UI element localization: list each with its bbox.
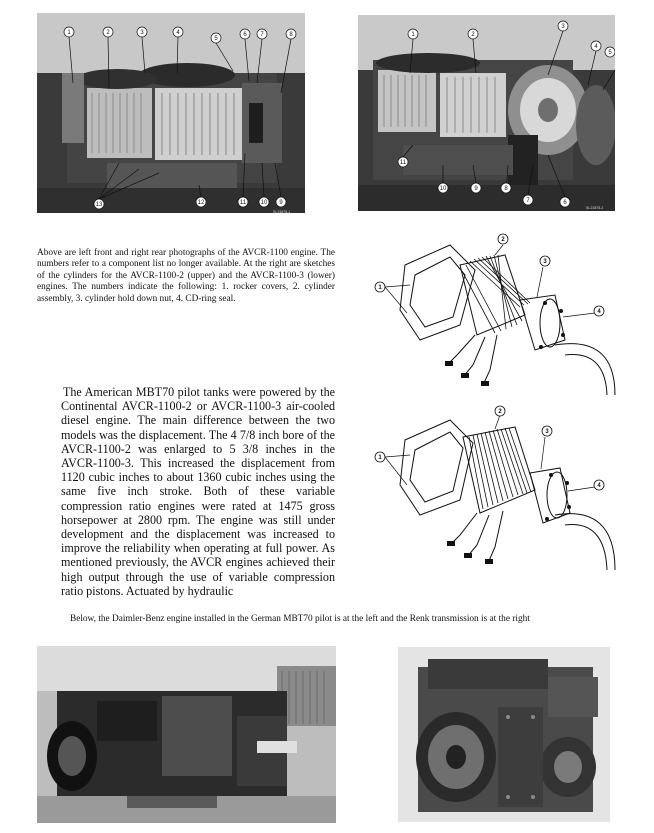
renk-transmission-photo bbox=[398, 647, 610, 822]
callout-label: 7 bbox=[526, 198, 530, 204]
callout-label: 10 bbox=[439, 186, 447, 192]
cylinder-sketch-upper bbox=[365, 225, 617, 405]
callout-label: 4 bbox=[176, 30, 180, 36]
cylinder-sketch-lower bbox=[365, 405, 617, 585]
callout-label: 11 bbox=[239, 200, 247, 206]
callout-label: 1 bbox=[378, 455, 382, 461]
callout-label: 6 bbox=[243, 32, 247, 38]
callout-label: 8 bbox=[504, 186, 508, 192]
callout-label: 2 bbox=[471, 32, 475, 38]
engine-photo-left-front bbox=[37, 13, 305, 213]
callout-label: 9 bbox=[474, 186, 478, 192]
daimler-benz-engine-photo bbox=[37, 646, 336, 823]
callout-label: 1 bbox=[67, 30, 71, 36]
callout-label: 3 bbox=[140, 30, 144, 36]
callout-label: 4 bbox=[597, 483, 601, 489]
callout-label: 1 bbox=[411, 32, 415, 38]
bottom-caption: Below, the Daimler-Benz engine installed in the German MBT70 pilot is at the left and the Renk transmission is at the right bbox=[70, 614, 530, 624]
callout-label: 12 bbox=[197, 200, 205, 206]
top-caption: Above are left front and right rear photographs of the AVCR-1100 engine. The numbers refer to a component list no longer available. At the right are sketches of the cylinders for the AVCR-1100-2 (upper) and the AVCR-1100-3 (lower) engines. The numbers indicate the following: 1. rocker covers, 2. cylinder assembly, 3. cylinder hold down nut, 4. CD-ring seal. bbox=[37, 248, 335, 304]
callout-label: 6 bbox=[563, 200, 567, 206]
callout-label: 3 bbox=[561, 24, 565, 30]
callout-label: 5 bbox=[608, 50, 612, 56]
callout-label: 11 bbox=[399, 160, 407, 166]
callout-label: 2 bbox=[501, 237, 505, 243]
callout-label: 3 bbox=[545, 429, 549, 435]
engine-photo-right-rear bbox=[358, 15, 615, 211]
callout-label: 8 bbox=[289, 32, 293, 38]
callout-label: 3 bbox=[543, 259, 547, 265]
callout-label: 13 bbox=[95, 202, 103, 208]
callout-label: 10 bbox=[260, 200, 268, 206]
callout-label: 2 bbox=[106, 30, 110, 36]
body-text: The American MBT70 pilot tanks were powered by the Continental AVCR-1100-2 or AVCR-1100-3 air-cooled diesel engine. The main difference between the two models was the displacement. The 4 7/8 inch bore of the AVCR-1100-2 was enlarged to 5 3/8 inches in the AVCR-1100-3. This increased the displacement from 1120 cubic inches to about 1360 cubic inches using the same five inch stroke. Both of these variable compression ratio engines were rated at 1475 gross horsepower at 2800 rpm. The engine was still under development and the displacement was increased to improve the reliability when operating at full power. As mentioned previously, the AVCR engines achieved their high output through the use of variable compression ratio pistons. Actuated by hydraulic bbox=[61, 385, 335, 598]
callout-label: 5 bbox=[214, 36, 218, 42]
callout-label: 7 bbox=[260, 32, 264, 38]
callout-label: 4 bbox=[594, 44, 598, 50]
callout-label: 4 bbox=[597, 309, 601, 315]
callout-label: 1 bbox=[378, 285, 382, 291]
callout-label: 2 bbox=[498, 409, 502, 415]
negative-number: SI-21875-2 bbox=[586, 206, 604, 210]
negative-number: SI-21875-1 bbox=[273, 210, 291, 213]
callout-label: 9 bbox=[279, 200, 283, 206]
